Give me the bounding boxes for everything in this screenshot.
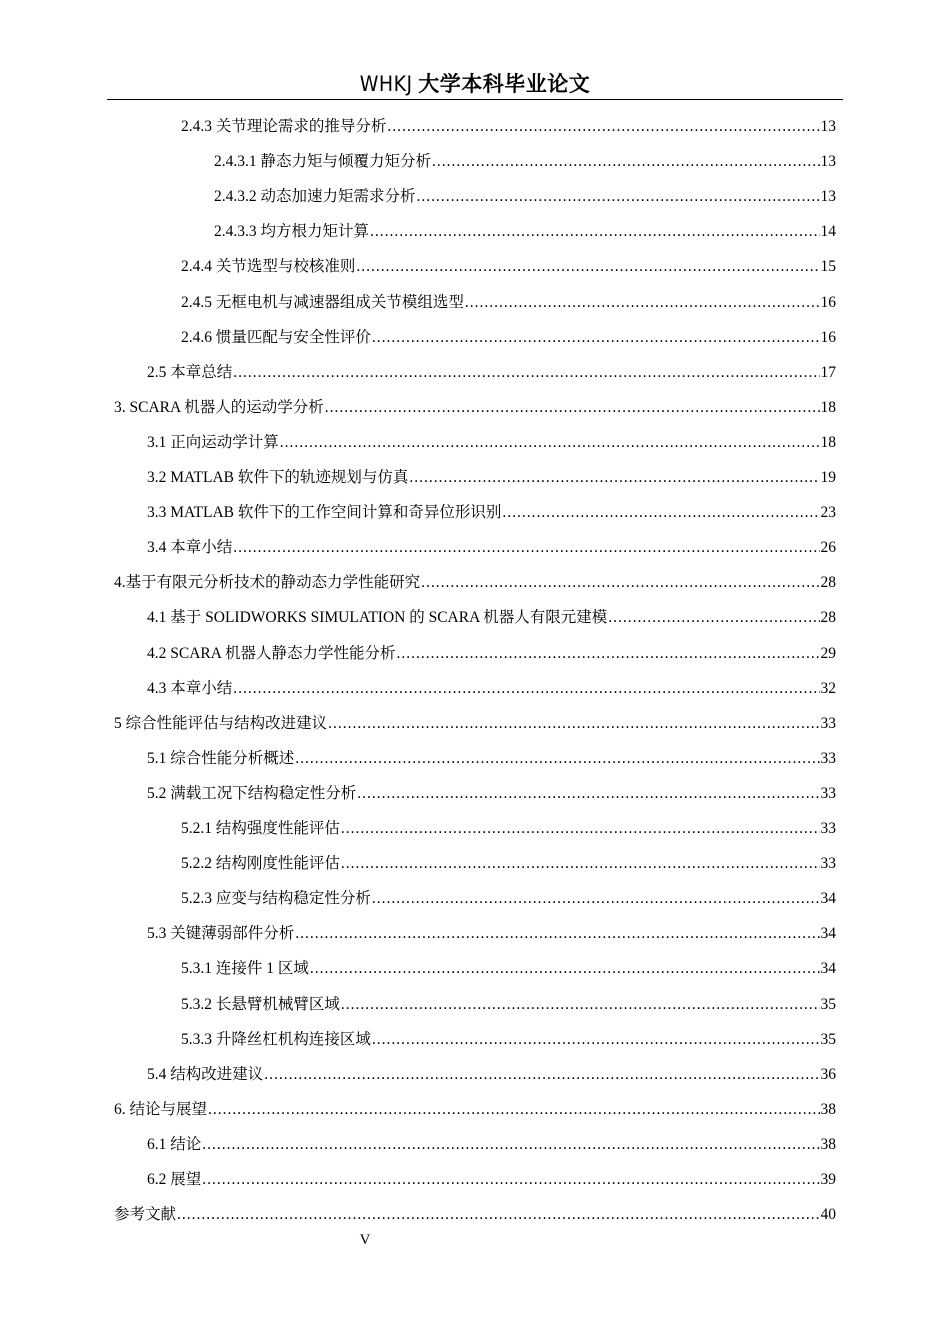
toc-entry-page: 33 [820, 784, 836, 802]
toc-entry-page: 33 [820, 820, 836, 837]
toc-entry-label: 2.5 本章总结 [147, 363, 233, 381]
toc-dot-leader [264, 1064, 819, 1086]
toc-entry-page: 33 [820, 855, 836, 873]
toc-dot-leader [295, 748, 819, 770]
toc-entry-page: 19 [820, 469, 836, 486]
toc-entry-label: 2.4.3.1 静态力矩与倾覆力矩分析 [214, 153, 432, 171]
toc-entry[interactable] [114, 397, 836, 419]
toc-entry[interactable] [114, 1099, 836, 1121]
toc-entry[interactable] [147, 1169, 836, 1191]
toc-dot-leader [295, 923, 819, 945]
toc-dot-leader [372, 1029, 820, 1051]
toc-entry-page: 40 [820, 1206, 836, 1224]
toc-entry-label: 3.3 MATLAB 软件下的工作空间计算和奇异位形识别 [147, 504, 502, 522]
toc-entry-page: 16 [820, 293, 836, 311]
toc-entry-page: 33 [820, 714, 836, 732]
toc-dot-leader [341, 853, 820, 875]
header-title [360, 72, 591, 96]
toc-dot-leader [233, 678, 819, 700]
toc-entry[interactable] [181, 292, 836, 314]
toc-dot-leader [177, 1204, 819, 1226]
footer-page-number: V [359, 1232, 371, 1248]
toc-entry-label: 2.4.3.2 动态加速力矩需求分析 [214, 188, 416, 206]
toc-dot-leader [421, 572, 819, 594]
toc-dot-leader [356, 256, 819, 278]
toc-entry-page: 13 [820, 153, 836, 171]
toc-entry[interactable] [147, 643, 836, 665]
toc-entry-label: 2.4.5 无框电机与减速器组成关节模组选型 [181, 293, 464, 311]
toc-entry-label: 4.2 SCARA 机器人静态力学性能分析 [147, 644, 396, 662]
toc-entry-label: 4.3 本章小结 [147, 679, 233, 697]
toc-entry-label: 6.2 展望 [147, 1171, 202, 1188]
toc-entry-label: 6. 结论与展望 [114, 1100, 208, 1118]
header-title-cjk: 大学本科毕业论文 [418, 72, 591, 96]
toc-entry-label: 3. SCARA 机器人的运动学分析 [114, 398, 324, 416]
toc-entry-page: 14 [820, 223, 836, 241]
toc-entry-page: 35 [820, 995, 836, 1013]
toc-entry-label: 5.3.2 长悬臂机械臂区域 [181, 995, 340, 1013]
toc-entry-page: 28 [820, 574, 836, 592]
toc-entry[interactable] [147, 783, 836, 805]
toc-entry-page: 39 [820, 1171, 836, 1188]
toc-dot-leader [409, 467, 819, 489]
toc-entry-label: 5.2.2 结构刚度性能评估 [181, 855, 340, 873]
toc-entry[interactable] [181, 1029, 836, 1051]
toc-entry[interactable] [147, 748, 836, 770]
toc-entry-label: 2.4.3 关节理论需求的推导分析 [181, 118, 387, 135]
toc-dot-leader [341, 994, 820, 1016]
toc-entry-page: 33 [820, 749, 836, 767]
toc-entry[interactable] [147, 467, 836, 489]
toc-dot-leader [310, 958, 820, 980]
toc-entry-label: 5.1 综合性能分析概述 [147, 749, 295, 767]
toc-entry-page: 34 [820, 890, 836, 908]
toc-entry[interactable] [147, 1134, 836, 1156]
toc-dot-leader [325, 397, 820, 419]
toc-entry[interactable] [147, 502, 836, 524]
toc-entry-label: 3.2 MATLAB 软件下的轨迹规划与仿真 [147, 469, 409, 486]
toc-entry-page: 13 [820, 118, 836, 135]
toc-entry-page: 35 [820, 1030, 836, 1048]
toc-entry[interactable] [147, 678, 836, 700]
toc-entry-page: 15 [820, 258, 836, 276]
toc-entry-label: 2.4.6 惯量匹配与安全性评价 [181, 328, 371, 346]
toc-dot-leader [396, 643, 819, 665]
toc-entry-label: 4.基于有限元分析技术的静动态力学性能研究 [114, 574, 421, 592]
toc-entry-label: 5 综合性能评估与结构改进建议 [114, 714, 328, 732]
toc-entry[interactable] [181, 958, 836, 980]
toc-entry[interactable] [214, 221, 836, 243]
toc-dot-leader [233, 362, 819, 384]
toc-entry[interactable] [181, 888, 836, 910]
toc-entry[interactable] [181, 327, 836, 349]
page-header [107, 70, 843, 100]
toc-entry-page: 16 [820, 328, 836, 346]
toc-entry[interactable] [147, 362, 836, 384]
toc-entry[interactable] [114, 1204, 836, 1226]
toc-entry-label: 3.1 正向运动学计算 [147, 433, 279, 451]
toc-entry[interactable] [114, 713, 836, 735]
toc-entry[interactable] [181, 994, 836, 1016]
toc-entry-label: 2.4.4 关节选型与校核准则 [181, 258, 356, 276]
toc-dot-leader [608, 607, 819, 629]
toc-entry[interactable] [181, 256, 836, 278]
toc-dot-leader [280, 432, 820, 454]
toc-dot-leader [502, 502, 819, 524]
toc-entry-label: 3.4 本章小结 [147, 539, 233, 557]
toc-entry-label: 4.1 基于 SOLIDWORKS SIMULATION 的 SCARA 机器人有限元建模 [147, 609, 608, 627]
toc-entry-label: 2.4.3.3 均方根力矩计算 [214, 223, 370, 241]
toc-entry-page: 26 [820, 539, 836, 557]
toc-entry-label: 参考文献 [114, 1206, 177, 1224]
toc-dot-leader [202, 1169, 819, 1191]
toc-entry-page: 34 [820, 925, 836, 943]
toc-dot-leader [417, 186, 820, 208]
toc-dot-leader [233, 537, 819, 559]
toc-entry-label: 5.3.3 升降丝杠机构连接区域 [181, 1030, 371, 1048]
toc-dot-leader [202, 1134, 819, 1156]
toc-entry-page: 38 [820, 1135, 836, 1153]
toc-entry-page: 32 [820, 679, 836, 697]
toc-entry-page: 38 [820, 1100, 836, 1118]
toc-entry[interactable] [214, 186, 836, 208]
toc-dot-leader [328, 713, 819, 735]
toc-entry-label: 5.4 结构改进建议 [147, 1065, 264, 1083]
toc-entry-page: 29 [820, 644, 836, 662]
toc-entry[interactable] [181, 818, 836, 840]
toc-entry-page: 28 [820, 609, 836, 627]
toc-entry[interactable] [147, 432, 836, 454]
toc-entry[interactable] [181, 853, 836, 875]
toc-entry-page: 36 [820, 1065, 836, 1083]
toc-entry[interactable] [181, 116, 836, 138]
toc-entry-label: 6.1 结论 [147, 1135, 202, 1153]
toc-entry[interactable] [147, 537, 836, 559]
toc-entry[interactable] [147, 923, 836, 945]
toc-dot-leader [341, 818, 820, 840]
toc-dot-leader [387, 116, 819, 138]
toc-entry[interactable] [214, 151, 836, 173]
toc-dot-leader [370, 221, 819, 243]
toc-entry-label: 5.3 关键薄弱部件分析 [147, 925, 295, 943]
toc-dot-leader [432, 151, 819, 173]
toc-entry-label: 5.3.1 连接件 1 区域 [181, 960, 309, 978]
toc-entry-page: 34 [820, 960, 836, 978]
toc-entry[interactable] [147, 1064, 836, 1086]
header-title-latin: WHKJ [359, 72, 413, 96]
toc-entry-label: 5.2.1 结构强度性能评估 [181, 820, 340, 837]
toc-entry-page: 13 [820, 188, 836, 206]
toc-dot-leader [372, 327, 820, 349]
toc-dot-leader [372, 888, 820, 910]
toc-dot-leader [465, 292, 820, 314]
toc-dot-leader [208, 1099, 819, 1121]
toc-dot-leader [357, 783, 819, 805]
toc-entry-page: 18 [820, 433, 836, 451]
toc-entry-page: 18 [820, 398, 836, 416]
toc-entry[interactable] [114, 572, 836, 594]
toc-entry-page: 23 [820, 504, 836, 522]
toc-entry[interactable] [147, 607, 836, 629]
toc-entry-page: 17 [820, 363, 836, 381]
toc-entry-label: 5.2 满载工况下结构稳定性分析 [147, 784, 357, 802]
toc-entry-label: 5.2.3 应变与结构稳定性分析 [181, 890, 371, 908]
